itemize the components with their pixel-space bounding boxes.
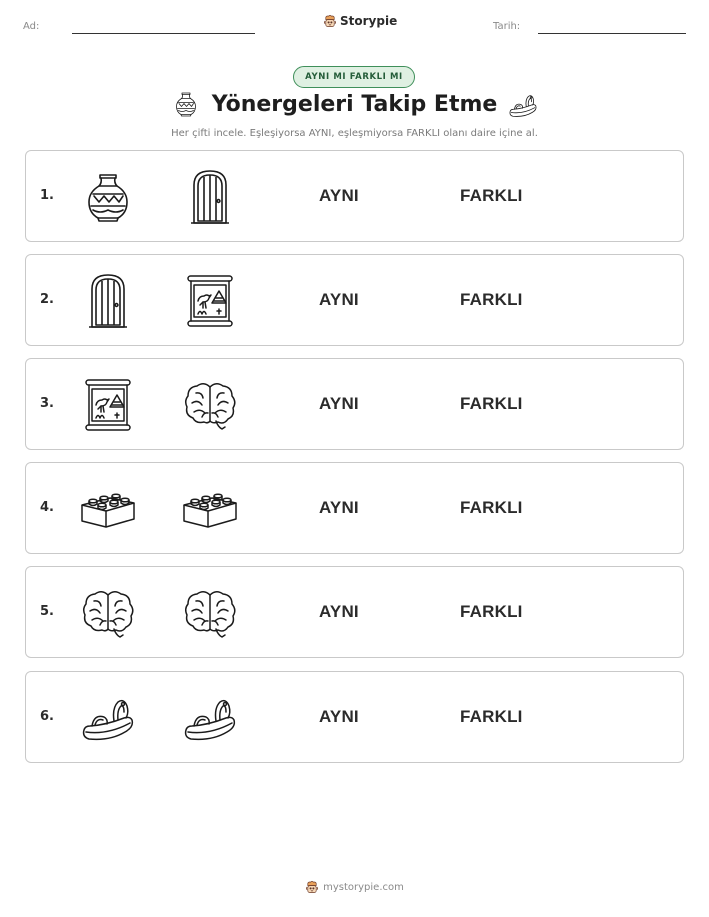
date-field[interactable]	[538, 33, 686, 34]
option-different[interactable]: FARKLI	[460, 498, 523, 517]
option-same[interactable]: AYNI	[319, 707, 359, 726]
question-row	[25, 566, 684, 658]
question-row	[25, 671, 684, 763]
brick-icon	[182, 481, 238, 537]
brain-icon	[182, 585, 238, 641]
brand-name: Storypie	[340, 14, 398, 28]
question-number: 6.	[40, 709, 54, 724]
question-number: 2.	[40, 292, 54, 307]
vase-icon	[80, 169, 136, 225]
option-same[interactable]: AYNI	[319, 394, 359, 413]
brain-icon	[182, 377, 238, 433]
brain-icon	[80, 585, 136, 641]
mascot-icon	[323, 14, 337, 28]
option-same[interactable]: AYNI	[319, 498, 359, 517]
mascot-icon	[305, 880, 319, 894]
date-label: Tarih:	[493, 21, 521, 32]
option-different[interactable]: FARKLI	[460, 394, 523, 413]
question-row	[25, 462, 684, 554]
scroll-icon	[80, 377, 136, 433]
page-title: Yönergeleri Takip Etme	[211, 92, 498, 117]
name-field[interactable]	[72, 33, 255, 34]
option-different[interactable]: FARKLI	[460, 186, 523, 205]
footer-url: mystorypie.com	[323, 881, 404, 893]
question-row	[25, 150, 684, 242]
question-number: 3.	[40, 396, 54, 411]
instructions: Her çifti incele. Eşleşiyorsa AYNI, eşleşmiyorsa FARKLI olanı daire içine al.	[171, 128, 538, 139]
option-different[interactable]: FARKLI	[460, 290, 523, 309]
sandal-icon	[182, 690, 238, 746]
option-different[interactable]: FARKLI	[460, 602, 523, 621]
option-same[interactable]: AYNI	[319, 602, 359, 621]
door-icon	[182, 169, 238, 225]
option-different[interactable]: FARKLI	[460, 707, 523, 726]
option-same[interactable]: AYNI	[319, 290, 359, 309]
scroll-icon	[182, 273, 238, 329]
question-number: 5.	[40, 604, 54, 619]
door-icon	[80, 273, 136, 329]
footer	[0, 880, 709, 894]
name-label: Ad:	[23, 21, 40, 32]
brand-logo	[323, 14, 397, 28]
activity-badge: AYNI MI FARKLI MI	[293, 66, 415, 88]
question-number: 4.	[40, 500, 54, 515]
question-number: 1.	[40, 188, 54, 203]
brick-icon	[80, 481, 136, 537]
option-same[interactable]: AYNI	[319, 186, 359, 205]
question-row	[25, 358, 684, 450]
sandal-icon	[80, 690, 136, 746]
sandal-icon	[508, 90, 538, 120]
question-row	[25, 254, 684, 346]
